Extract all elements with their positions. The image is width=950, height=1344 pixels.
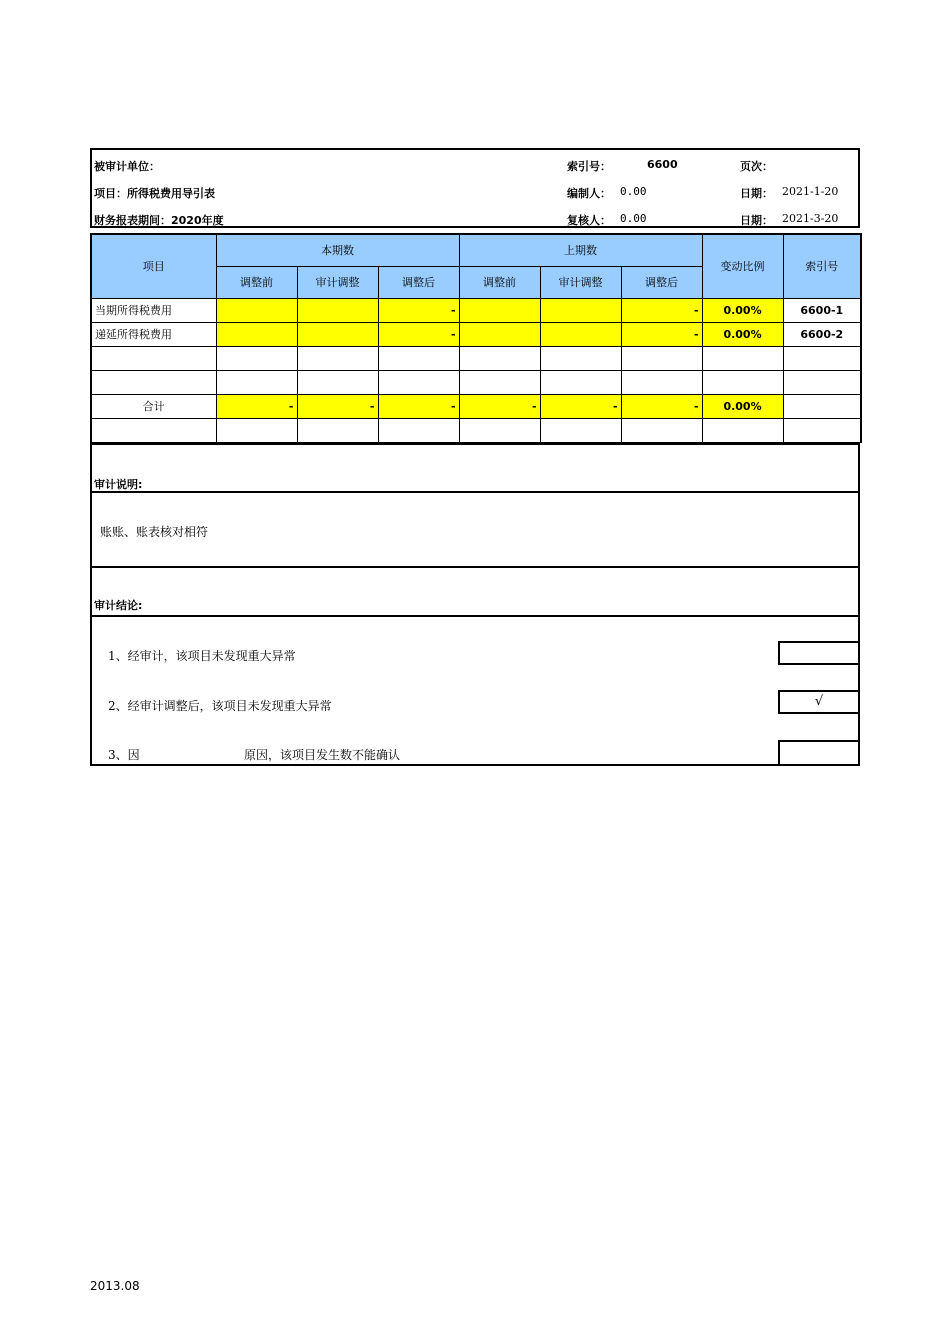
audit-conclusion-title: 审计结论: <box>94 598 143 612</box>
empty-cell[interactable] <box>297 346 378 370</box>
conclusion-option-1: 1、经审计，该项目未发现重大异常 <box>108 648 296 663</box>
empty-cell[interactable] <box>783 346 861 370</box>
conclusion-option-2: 2、经审计调整后，该项目未发现重大异常 <box>108 698 332 713</box>
total-row <box>91 394 861 418</box>
empty-cell[interactable] <box>621 418 702 442</box>
table-cell[interactable] <box>459 322 540 346</box>
empty-cell[interactable] <box>783 370 861 394</box>
total-ratio: 0.00% <box>702 394 783 418</box>
table-cell[interactable]: - <box>621 322 702 346</box>
table-cell[interactable] <box>540 298 621 322</box>
empty-cell[interactable] <box>297 370 378 394</box>
col-item-header: 项目 <box>91 234 216 298</box>
empty-cell[interactable] <box>216 346 297 370</box>
table-cell[interactable] <box>297 298 378 322</box>
index-header: 索引号 <box>783 234 861 298</box>
table-cell[interactable] <box>459 298 540 322</box>
table-cell[interactable] <box>216 298 297 322</box>
empty-cell[interactable] <box>459 418 540 442</box>
sub-col-after: 调整后 <box>621 266 702 298</box>
conclusion-option-3-suffix: 原因，该项目发生数不能确认 <box>244 747 401 762</box>
empty-cell[interactable] <box>91 346 216 370</box>
audit-explanation-title-row <box>90 443 860 493</box>
table-cell[interactable]: - <box>378 322 459 346</box>
footer-version: 2013.08 <box>90 1279 140 1293</box>
index-cell[interactable]: 6600-2 <box>783 322 861 346</box>
conclusion-checkbox-3[interactable] <box>778 740 858 764</box>
sub-col-before: 调整前 <box>459 266 540 298</box>
item-label: 项目：所得税费用导引表 <box>94 187 215 200</box>
index-cell[interactable]: 6600-1 <box>783 298 861 322</box>
table-cell[interactable]: - <box>621 298 702 322</box>
total-cell: - <box>621 394 702 418</box>
empty-cell[interactable] <box>702 418 783 442</box>
prior-period-header: 上期数 <box>459 234 702 266</box>
empty-cell[interactable] <box>783 394 861 418</box>
guide-table <box>90 233 862 443</box>
sub-col-after: 调整后 <box>378 266 459 298</box>
index-label: 索引号： <box>567 160 611 173</box>
empty-cell[interactable] <box>702 346 783 370</box>
index-value: 6600 <box>647 158 678 171</box>
audit-explanation-body <box>90 493 860 568</box>
date-value-1: 2021-1-20 <box>782 185 839 198</box>
total-label: 合计 <box>91 394 216 418</box>
reviewer-value: 0.00 <box>620 212 647 225</box>
empty-cell[interactable] <box>540 370 621 394</box>
row-label: 当期所得税费用 <box>91 298 216 322</box>
empty-cell[interactable] <box>783 418 861 442</box>
table-row <box>91 418 861 442</box>
date-label-1: 日期： <box>740 187 773 200</box>
period-label: 财务报表期间：2020年度 <box>94 214 224 227</box>
empty-cell[interactable] <box>297 418 378 442</box>
ratio-cell: 0.00% <box>702 322 783 346</box>
empty-cell[interactable] <box>621 346 702 370</box>
total-cell: - <box>297 394 378 418</box>
empty-cell[interactable] <box>540 418 621 442</box>
empty-cell[interactable] <box>540 346 621 370</box>
empty-cell[interactable] <box>378 370 459 394</box>
audit-conclusion-body <box>90 617 860 766</box>
preparer-label: 编制人： <box>567 187 611 200</box>
audit-explanation-text: 账账、账表核对相符 <box>100 524 209 539</box>
empty-cell[interactable] <box>459 370 540 394</box>
ratio-cell: 0.00% <box>702 298 783 322</box>
total-cell: - <box>459 394 540 418</box>
conclusion-checkbox-2[interactable]: √ <box>778 690 858 714</box>
table-row <box>91 346 861 370</box>
audit-conclusion-title-row <box>90 568 860 617</box>
table-cell[interactable] <box>297 322 378 346</box>
current-period-header: 本期数 <box>216 234 459 266</box>
empty-cell[interactable] <box>459 346 540 370</box>
total-cell: - <box>540 394 621 418</box>
table-row <box>91 322 861 346</box>
audit-explanation-title: 审计说明: <box>94 477 143 491</box>
conclusion-option-3-prefix: 3、因 <box>108 747 140 762</box>
empty-cell[interactable] <box>216 370 297 394</box>
empty-cell[interactable] <box>621 370 702 394</box>
change-ratio-header: 变动比例 <box>702 234 783 298</box>
date-value-2: 2021-3-20 <box>782 212 839 225</box>
empty-cell[interactable] <box>91 370 216 394</box>
total-cell: - <box>378 394 459 418</box>
empty-cell[interactable] <box>378 418 459 442</box>
sub-col-adjust: 审计调整 <box>540 266 621 298</box>
empty-cell[interactable] <box>702 370 783 394</box>
table-cell[interactable] <box>216 322 297 346</box>
page-label: 页次： <box>740 160 773 173</box>
header-block <box>90 148 860 228</box>
workpaper-sheet <box>90 148 860 766</box>
date-label-2: 日期： <box>740 214 773 227</box>
table-row <box>91 298 861 322</box>
empty-cell[interactable] <box>91 418 216 442</box>
empty-cell[interactable] <box>216 418 297 442</box>
unit-label: 被审计单位： <box>94 160 160 173</box>
total-cell: - <box>216 394 297 418</box>
reviewer-label: 复核人： <box>567 214 611 227</box>
sub-col-before: 调整前 <box>216 266 297 298</box>
table-row <box>91 370 861 394</box>
sub-col-adjust: 审计调整 <box>297 266 378 298</box>
row-label: 递延所得税费用 <box>91 322 216 346</box>
conclusion-checkbox-1[interactable] <box>778 641 858 665</box>
preparer-value: 0.00 <box>620 185 647 198</box>
empty-cell[interactable] <box>378 346 459 370</box>
table-cell[interactable]: - <box>378 298 459 322</box>
table-cell[interactable] <box>540 322 621 346</box>
